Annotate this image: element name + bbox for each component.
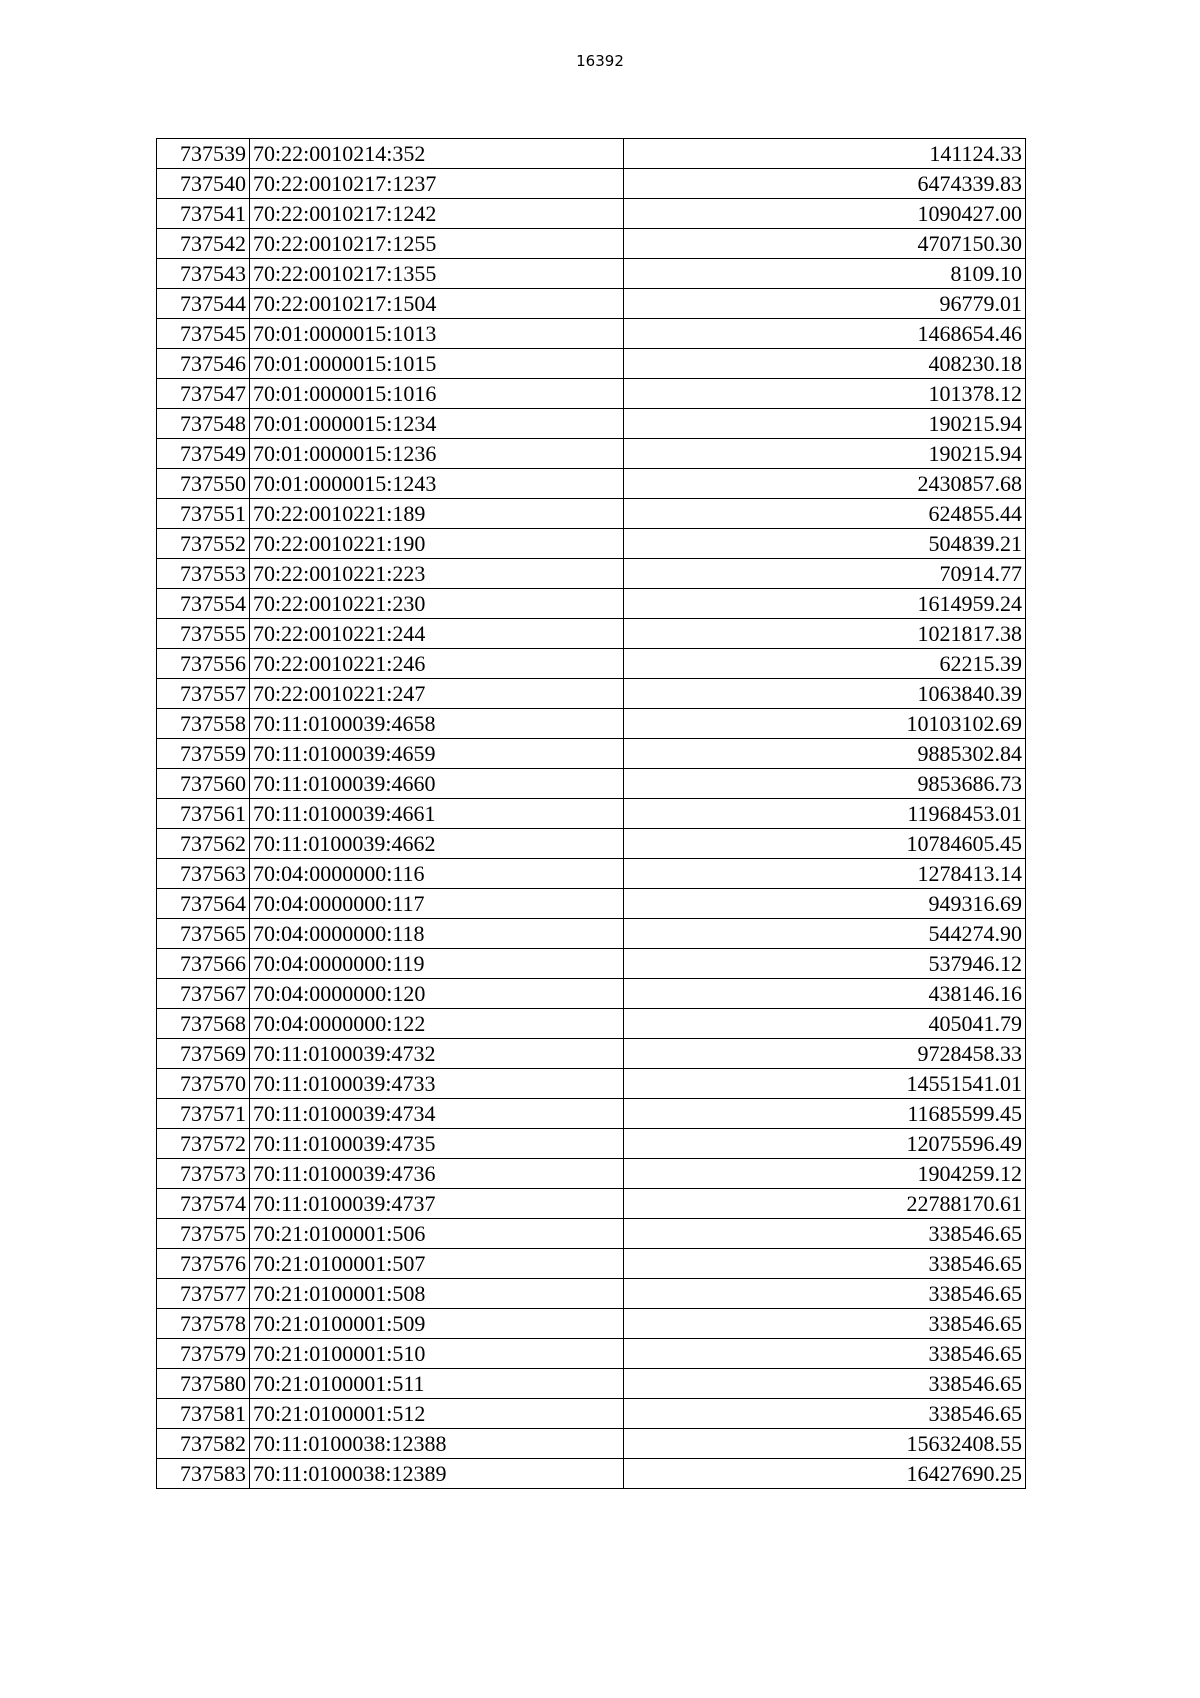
cadastral-value-cell: 12075596.49 [624, 1129, 1026, 1159]
table-row [157, 1249, 1026, 1279]
table-body [157, 139, 1026, 1489]
cadastral-value-cell: 504839.21 [624, 529, 1026, 559]
cadastral-value-cell: 338546.65 [624, 1369, 1026, 1399]
cadastral-number-cell: 70:11:0100039:4734 [250, 1099, 624, 1129]
cadastral-number-cell: 70:11:0100039:4658 [250, 709, 624, 739]
table-row [157, 139, 1026, 169]
cadastral-number-cell: 70:22:0010214:352 [250, 139, 624, 169]
row-number-cell: 737543 [157, 259, 250, 289]
row-number-cell: 737551 [157, 499, 250, 529]
cadastral-value-cell: 9853686.73 [624, 769, 1026, 799]
cadastral-number-cell: 70:21:0100001:512 [250, 1399, 624, 1429]
cadastral-value-cell: 14551541.01 [624, 1069, 1026, 1099]
row-number-cell: 737546 [157, 349, 250, 379]
cadastral-number-cell: 70:11:0100039:4733 [250, 1069, 624, 1099]
cadastral-number-cell: 70:22:0010217:1355 [250, 259, 624, 289]
table-row [157, 529, 1026, 559]
table-row [157, 559, 1026, 589]
row-number-cell: 737554 [157, 589, 250, 619]
cadastral-number-cell: 70:11:0100039:4661 [250, 799, 624, 829]
cadastral-value-cell: 9885302.84 [624, 739, 1026, 769]
cadastral-number-cell: 70:22:0010221:246 [250, 649, 624, 679]
cadastral-value-cell: 1468654.46 [624, 319, 1026, 349]
table-row [157, 1009, 1026, 1039]
row-number-cell: 737559 [157, 739, 250, 769]
table-row [157, 1429, 1026, 1459]
table-row [157, 1219, 1026, 1249]
cadastral-value-cell: 62215.39 [624, 649, 1026, 679]
cadastral-value-cell: 11968453.01 [624, 799, 1026, 829]
row-number-cell: 737562 [157, 829, 250, 859]
row-number-cell: 737552 [157, 529, 250, 559]
cadastral-number-cell: 70:11:0100039:4735 [250, 1129, 624, 1159]
cadastral-value-cell: 408230.18 [624, 349, 1026, 379]
table-row [157, 469, 1026, 499]
row-number-cell: 737542 [157, 229, 250, 259]
cadastral-value-cell: 1904259.12 [624, 1159, 1026, 1189]
row-number-cell: 737567 [157, 979, 250, 1009]
table-row [157, 829, 1026, 859]
cadastral-value-cell: 1063840.39 [624, 679, 1026, 709]
row-number-cell: 737569 [157, 1039, 250, 1069]
row-number-cell: 737555 [157, 619, 250, 649]
row-number-cell: 737541 [157, 199, 250, 229]
table-row [157, 1069, 1026, 1099]
cadastral-number-cell: 70:22:0010221:223 [250, 559, 624, 589]
row-number-cell: 737539 [157, 139, 250, 169]
cadastral-value-cell: 8109.10 [624, 259, 1026, 289]
cadastral-number-cell: 70:04:0000000:118 [250, 919, 624, 949]
table-row [157, 1279, 1026, 1309]
cadastral-value-cell: 338546.65 [624, 1249, 1026, 1279]
cadastral-value-cell: 338546.65 [624, 1219, 1026, 1249]
cadastral-number-cell: 70:04:0000000:122 [250, 1009, 624, 1039]
table-row [157, 799, 1026, 829]
table-row [157, 949, 1026, 979]
cadastral-number-cell: 70:01:0000015:1016 [250, 379, 624, 409]
cadastral-number-cell: 70:22:0010217:1237 [250, 169, 624, 199]
table-row [157, 1369, 1026, 1399]
row-number-cell: 737573 [157, 1159, 250, 1189]
cadastral-value-cell: 16427690.25 [624, 1459, 1026, 1489]
cadastral-number-cell: 70:21:0100001:508 [250, 1279, 624, 1309]
cadastral-value-cell: 338546.65 [624, 1399, 1026, 1429]
table-row [157, 199, 1026, 229]
cadastral-value-cell: 10103102.69 [624, 709, 1026, 739]
table-row [157, 679, 1026, 709]
cadastral-value-cell: 96779.01 [624, 289, 1026, 319]
table-row [157, 889, 1026, 919]
row-number-cell: 737548 [157, 409, 250, 439]
cadastral-value-cell: 537946.12 [624, 949, 1026, 979]
cadastral-value-cell: 1614959.24 [624, 589, 1026, 619]
cadastral-value-cell: 70914.77 [624, 559, 1026, 589]
cadastral-value-cell: 338546.65 [624, 1279, 1026, 1309]
row-number-cell: 737545 [157, 319, 250, 349]
cadastral-number-cell: 70:01:0000015:1015 [250, 349, 624, 379]
cadastral-number-cell: 70:04:0000000:120 [250, 979, 624, 1009]
table-row [157, 289, 1026, 319]
row-number-cell: 737553 [157, 559, 250, 589]
row-number-cell: 737579 [157, 1339, 250, 1369]
table-row [157, 739, 1026, 769]
table-row [157, 649, 1026, 679]
table-row [157, 1129, 1026, 1159]
row-number-cell: 737544 [157, 289, 250, 319]
row-number-cell: 737580 [157, 1369, 250, 1399]
cadastral-value-cell: 2430857.68 [624, 469, 1026, 499]
table-row [157, 319, 1026, 349]
row-number-cell: 737568 [157, 1009, 250, 1039]
cadastral-number-cell: 70:04:0000000:119 [250, 949, 624, 979]
row-number-cell: 737550 [157, 469, 250, 499]
cadastral-value-cell: 949316.69 [624, 889, 1026, 919]
table-row [157, 1039, 1026, 1069]
cadastral-number-cell: 70:01:0000015:1013 [250, 319, 624, 349]
table-row [157, 1099, 1026, 1129]
row-number-cell: 737576 [157, 1249, 250, 1279]
cadastral-value-cell: 405041.79 [624, 1009, 1026, 1039]
cadastral-number-cell: 70:22:0010221:230 [250, 589, 624, 619]
row-number-cell: 737556 [157, 649, 250, 679]
table-row [157, 1309, 1026, 1339]
cadastral-number-cell: 70:21:0100001:510 [250, 1339, 624, 1369]
row-number-cell: 737578 [157, 1309, 250, 1339]
row-number-cell: 737581 [157, 1399, 250, 1429]
table-row [157, 589, 1026, 619]
row-number-cell: 737540 [157, 169, 250, 199]
cadastral-value-cell: 338546.65 [624, 1309, 1026, 1339]
row-number-cell: 737577 [157, 1279, 250, 1309]
table-row [157, 409, 1026, 439]
cadastral-number-cell: 70:22:0010217:1242 [250, 199, 624, 229]
row-number-cell: 737572 [157, 1129, 250, 1159]
row-number-cell: 737583 [157, 1459, 250, 1489]
cadastral-value-cell: 22788170.61 [624, 1189, 1026, 1219]
cadastral-value-cell: 4707150.30 [624, 229, 1026, 259]
table-row [157, 229, 1026, 259]
cadastral-number-cell: 70:11:0100039:4732 [250, 1039, 624, 1069]
table-row [157, 1189, 1026, 1219]
table-row [157, 1459, 1026, 1489]
row-number-cell: 737570 [157, 1069, 250, 1099]
cadastral-value-cell: 101378.12 [624, 379, 1026, 409]
row-number-cell: 737564 [157, 889, 250, 919]
table-row [157, 349, 1026, 379]
cadastral-number-cell: 70:21:0100001:511 [250, 1369, 624, 1399]
table-row [157, 169, 1026, 199]
cadastral-number-cell: 70:21:0100001:509 [250, 1309, 624, 1339]
row-number-cell: 737575 [157, 1219, 250, 1249]
cadastral-number-cell: 70:22:0010221:189 [250, 499, 624, 529]
cadastral-value-cell: 1090427.00 [624, 199, 1026, 229]
cadastral-value-cell: 190215.94 [624, 409, 1026, 439]
cadastral-number-cell: 70:22:0010217:1504 [250, 289, 624, 319]
table-row [157, 379, 1026, 409]
cadastral-value-cell: 338546.65 [624, 1339, 1026, 1369]
cadastral-value-cell: 544274.90 [624, 919, 1026, 949]
row-number-cell: 737558 [157, 709, 250, 739]
cadastral-number-cell: 70:11:0100039:4659 [250, 739, 624, 769]
cadastral-value-cell: 1278413.14 [624, 859, 1026, 889]
cadastral-number-cell: 70:22:0010217:1255 [250, 229, 624, 259]
cadastral-number-cell: 70:22:0010221:244 [250, 619, 624, 649]
cadastral-number-cell: 70:22:0010221:190 [250, 529, 624, 559]
cadastral-number-cell: 70:04:0000000:117 [250, 889, 624, 919]
row-number-cell: 737571 [157, 1099, 250, 1129]
table-row [157, 439, 1026, 469]
table-row [157, 499, 1026, 529]
row-number-cell: 737561 [157, 799, 250, 829]
table-row [157, 769, 1026, 799]
row-number-cell: 737549 [157, 439, 250, 469]
cadastral-value-cell: 10784605.45 [624, 829, 1026, 859]
row-number-cell: 737574 [157, 1189, 250, 1219]
cadastral-number-cell: 70:01:0000015:1243 [250, 469, 624, 499]
table-row [157, 1339, 1026, 1369]
row-number-cell: 737557 [157, 679, 250, 709]
cadastral-value-cell: 11685599.45 [624, 1099, 1026, 1129]
cadastral-number-cell: 70:21:0100001:507 [250, 1249, 624, 1279]
cadastral-value-cell: 624855.44 [624, 499, 1026, 529]
cadastral-value-cell: 6474339.83 [624, 169, 1026, 199]
cadastral-value-cell: 438146.16 [624, 979, 1026, 1009]
cadastral-value-table [156, 138, 1026, 1489]
cadastral-value-cell: 15632408.55 [624, 1429, 1026, 1459]
table-row [157, 859, 1026, 889]
table-row [157, 709, 1026, 739]
row-number-cell: 737563 [157, 859, 250, 889]
cadastral-number-cell: 70:11:0100039:4736 [250, 1159, 624, 1189]
table-row [157, 1159, 1026, 1189]
cadastral-value-cell: 141124.33 [624, 139, 1026, 169]
cadastral-value-cell: 190215.94 [624, 439, 1026, 469]
table-row [157, 919, 1026, 949]
row-number-cell: 737566 [157, 949, 250, 979]
cadastral-value-cell: 1021817.38 [624, 619, 1026, 649]
row-number-cell: 737582 [157, 1429, 250, 1459]
cadastral-number-cell: 70:01:0000015:1236 [250, 439, 624, 469]
table-row [157, 259, 1026, 289]
cadastral-number-cell: 70:11:0100039:4662 [250, 829, 624, 859]
cadastral-number-cell: 70:04:0000000:116 [250, 859, 624, 889]
row-number-cell: 737560 [157, 769, 250, 799]
table-row [157, 619, 1026, 649]
cadastral-number-cell: 70:21:0100001:506 [250, 1219, 624, 1249]
page-number: 16392 [576, 52, 624, 70]
cadastral-number-cell: 70:22:0010221:247 [250, 679, 624, 709]
cadastral-number-cell: 70:11:0100039:4660 [250, 769, 624, 799]
cadastral-value-cell: 9728458.33 [624, 1039, 1026, 1069]
cadastral-number-cell: 70:01:0000015:1234 [250, 409, 624, 439]
table-row [157, 979, 1026, 1009]
row-number-cell: 737547 [157, 379, 250, 409]
table-row [157, 1399, 1026, 1429]
row-number-cell: 737565 [157, 919, 250, 949]
cadastral-number-cell: 70:11:0100039:4737 [250, 1189, 624, 1219]
cadastral-number-cell: 70:11:0100038:12389 [250, 1459, 624, 1489]
cadastral-number-cell: 70:11:0100038:12388 [250, 1429, 624, 1459]
